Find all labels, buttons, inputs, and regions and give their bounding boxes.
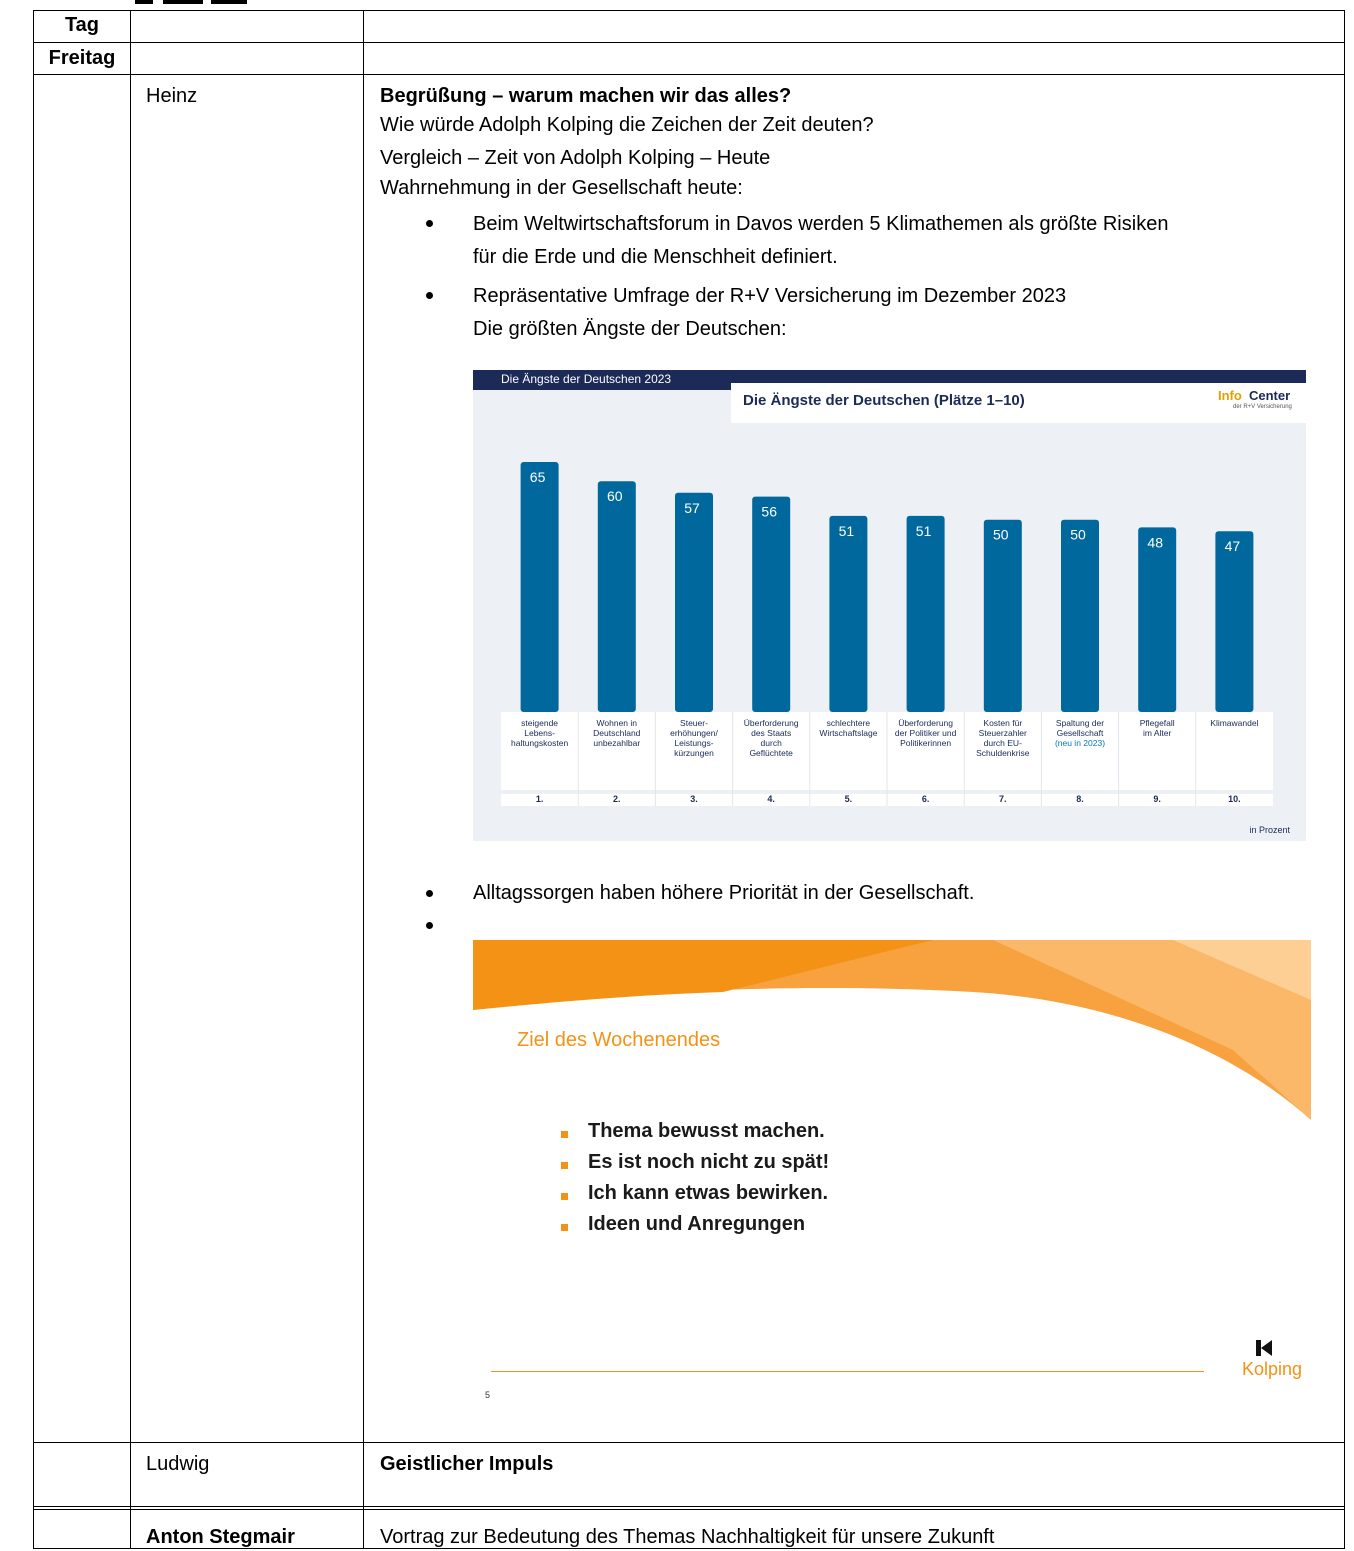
- header-cell-content: [363, 10, 1345, 43]
- bar: [907, 516, 945, 712]
- bullet-point: [426, 220, 433, 227]
- slide-orange-swoosh: [473, 940, 1311, 1410]
- bar-value-label: 50: [993, 526, 1009, 543]
- bar: [1138, 527, 1176, 712]
- bar-value-label: 65: [529, 469, 546, 485]
- bar: [675, 493, 713, 712]
- ludwig-row-day-cell: [33, 1442, 131, 1510]
- bar-value-label: 50: [1070, 526, 1086, 543]
- slide-page-number: 5: [485, 1390, 491, 1400]
- heinz-row-day-cell: [33, 74, 131, 1507]
- bullet-point-empty: [426, 922, 433, 929]
- chart-header-tab: Die Ängste der Deutschen 2023: [501, 372, 672, 386]
- content-line: Vergleich – Zeit von Adolph Kolping – Heute: [380, 147, 771, 169]
- bullet-text-continued: Die größten Ängste der Deutschen:: [473, 318, 787, 340]
- slide-bullet-square: [561, 1131, 568, 1138]
- section-title-impuls: Geistlicher Impuls: [380, 1453, 554, 1475]
- bar: [829, 516, 867, 712]
- rank-label: 2.: [613, 794, 621, 804]
- kolping-slide: [473, 940, 1311, 1410]
- anton-row-day-cell: [33, 1509, 131, 1549]
- category-label: Wohnen in Deutschland unbezahlbar: [593, 718, 641, 748]
- slide-goal-item: Es ist noch nicht zu spät!: [588, 1151, 830, 1173]
- slide-footer-line: [491, 1371, 1204, 1372]
- speaker-heinz: Heinz: [146, 85, 198, 107]
- category-label: Pflegefall im Alter: [1139, 718, 1175, 738]
- category-label: Steuer- erhöhungen/ Leistungs- kürzungen: [670, 718, 718, 758]
- chart-title: Die Ängste der Deutschen (Plätze 1–10): [743, 392, 1025, 409]
- speaker-anton: Anton Stegmair: [146, 1526, 295, 1548]
- slide-bullet-square: [561, 1193, 568, 1200]
- bar: [598, 481, 636, 712]
- section-title-begruessung: Begrüßung – warum machen wir das alles?: [380, 85, 792, 107]
- kolping-k-logo-icon: [1256, 1340, 1272, 1356]
- content-line: Wie würde Adolph Kolping die Zeichen der Zeit deuten?: [380, 114, 874, 136]
- bullet-text: Alltagssorgen haben höhere Priorität in der Gesellschaft.: [473, 882, 975, 904]
- category-label: Überforderung der Politiker und Politikerinnen: [894, 718, 957, 748]
- bar-value-label: 56: [761, 503, 777, 520]
- fears-bar-chart: [473, 370, 1306, 841]
- day-row-person-cell: [130, 42, 364, 75]
- bullet-point: [426, 890, 433, 897]
- infocenter-logo-part1: Info: [1218, 388, 1242, 403]
- slide-goal-item: Thema bewusst machen.: [588, 1120, 825, 1142]
- rank-label: 6.: [921, 794, 930, 804]
- day-label: Freitag: [48, 47, 116, 69]
- chart-bars-svg: [473, 370, 1306, 841]
- infocenter-logo-subtitle: der R+V Versicherung: [1233, 404, 1292, 410]
- slide-bullet-square: [561, 1162, 568, 1169]
- rank-label: 1.: [535, 794, 544, 804]
- category-label: Spaltung der Gesellschaft (neu in 2023): [1054, 718, 1106, 748]
- slide-goal-item: Ideen und Anregungen: [588, 1213, 806, 1235]
- bar-value-label: 51: [838, 522, 855, 539]
- slide-title: Ziel des Wochenendes: [517, 1029, 721, 1051]
- rank-label: 8.: [1076, 794, 1084, 804]
- category-label: Überforderung des Staats durch Geflüchtete: [743, 718, 799, 758]
- speaker-ludwig: Ludwig: [146, 1453, 210, 1475]
- bar-value-label: 47: [1224, 538, 1241, 555]
- category-label: schlechtere Wirtschaftslage: [819, 718, 878, 738]
- infocenter-logo-part2: Center: [1249, 388, 1291, 403]
- header-tag-label: Tag: [64, 14, 100, 36]
- bar-value-label: 48: [1147, 534, 1163, 551]
- day-row-content-cell: [363, 42, 1345, 75]
- bullet-point: [426, 292, 433, 299]
- bar: [1061, 520, 1099, 712]
- rank-label: 5.: [844, 794, 853, 804]
- kolping-brand-text: Kolping: [1242, 1359, 1303, 1379]
- bar: [984, 520, 1022, 712]
- slide-bullet-square: [561, 1224, 568, 1231]
- rank-label: 7.: [999, 794, 1007, 804]
- heinz-row-person-cell: [130, 74, 364, 1507]
- rank-label: 9.: [1153, 794, 1161, 804]
- bar-value-label: 51: [915, 522, 932, 539]
- rank-label: 10.: [1228, 794, 1241, 804]
- bullet-text-continued: für die Erde und die Menschheit definiert.: [473, 246, 838, 268]
- category-label: Kosten für Steuerzahler durch EU- Schuldenkrise: [976, 718, 1030, 758]
- bar: [521, 462, 559, 712]
- bar: [752, 497, 790, 712]
- category-label: steigende Lebens- haltungskosten: [511, 718, 569, 748]
- cut-off-heading-fragment: [125, 0, 255, 6]
- slide-goal-item: Ich kann etwas bewirken.: [588, 1182, 829, 1204]
- bar: [1215, 531, 1253, 712]
- bar-value-label: 57: [684, 499, 700, 516]
- header-cell-person: [130, 10, 364, 43]
- bullet-text: Beim Weltwirtschaftsforum in Davos werden 5 Klimathemen als größte Risiken: [473, 213, 1169, 235]
- chart-unit-label: in Prozent: [1249, 825, 1290, 835]
- content-line: Wahrnehmung in der Gesellschaft heute:: [380, 177, 743, 199]
- rank-label: 3.: [690, 794, 698, 804]
- bullet-text: Repräsentative Umfrage der R+V Versicherung im Dezember 2023: [473, 285, 1067, 307]
- category-label: Klimawandel: [1210, 718, 1259, 728]
- rank-label: 4.: [767, 794, 775, 804]
- content-line-vortrag: Vortrag zur Bedeutung des Themas Nachhaltigkeit für unsere Zukunft: [380, 1526, 995, 1548]
- bar-value-label: 60: [607, 488, 623, 505]
